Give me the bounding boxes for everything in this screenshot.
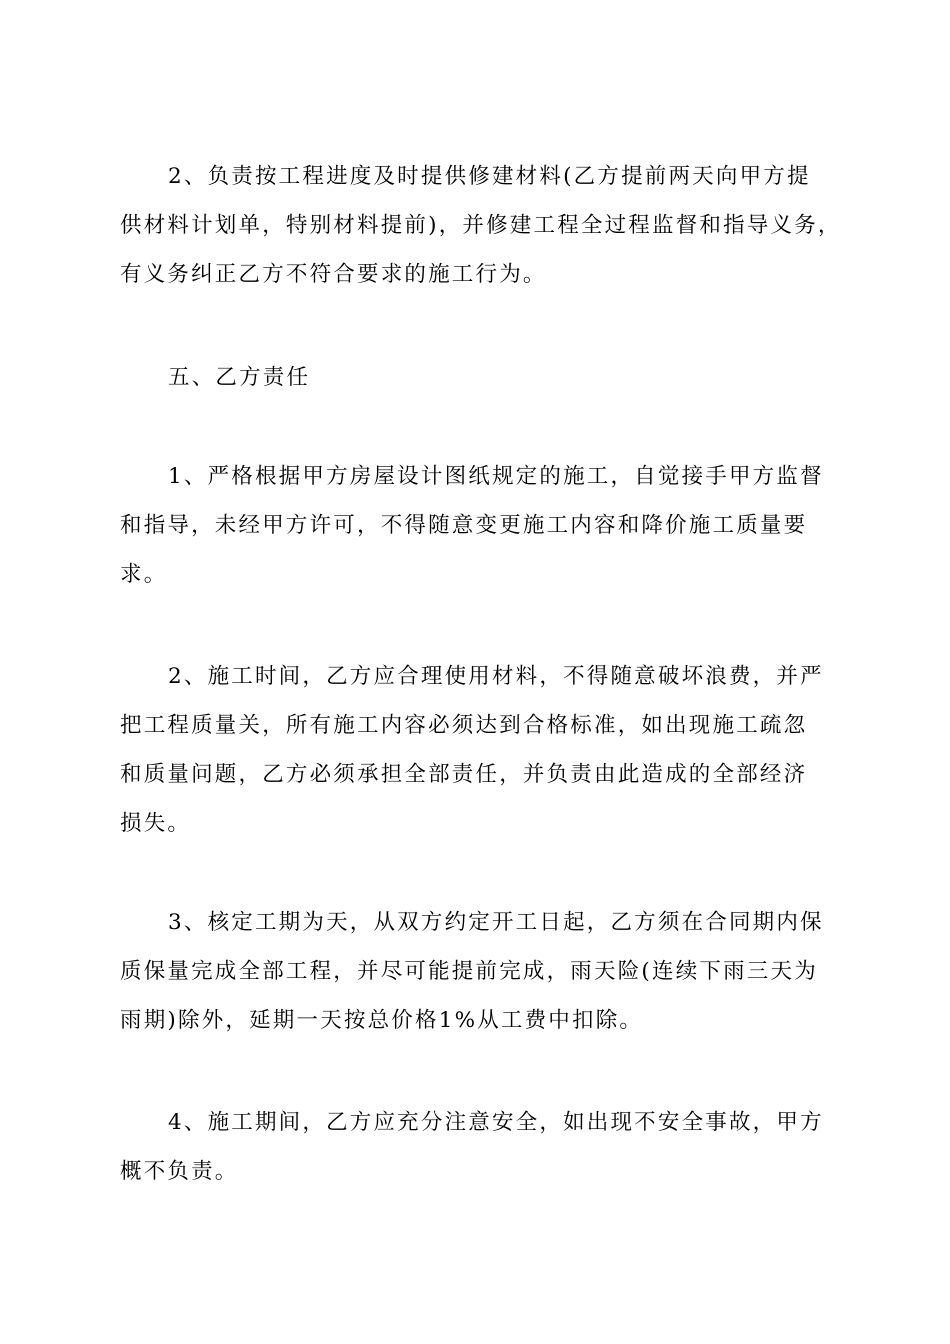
paragraph-contractor-item-2: [120, 652, 835, 848]
paragraph-line: 1、严格根据甲方房屋设计图纸规定的施工，自觉接手甲方监督: [168, 464, 824, 489]
paragraph-line: 把工程质量关，所有施工内容必须达到合格标准，如出现施工疏忽: [120, 713, 808, 738]
paragraph-line: 和指导，未经甲方许可，不得随意变更施工内容和降价施工质量要: [120, 513, 808, 538]
section-heading-contractor-responsibility: 五、乙方责任: [168, 365, 311, 390]
paragraph-line: 供材料计划单，特别材料提前)，并修建工程全过程监督和指导义务，: [120, 213, 842, 238]
paragraph-contractor-item-3: [120, 898, 835, 1045]
paragraph-contractor-item-1: [120, 452, 835, 599]
paragraph-line: 有义务纠正乙方不符合要求的施工行为。: [120, 262, 547, 287]
paragraph-line: 2、施工时间，乙方应合理使用材料，不得随意破坏浪费，并严: [168, 664, 824, 689]
paragraph-line: 质保量完成全部工程，并尽可能提前完成，雨天险(连续下雨三天为: [120, 959, 818, 984]
paragraph-owner-item-2: [120, 152, 842, 299]
paragraph-line: 和质量问题，乙方必须承担全部责任，并负责由此造成的全部经济: [120, 762, 808, 787]
paragraph-contractor-item-4: [120, 1098, 835, 1196]
paragraph-line: 求。: [120, 562, 168, 587]
paragraph-line: 2、负责按工程进度及时提供修建材料(乙方提前两天向甲方提: [168, 164, 811, 189]
paragraph-line: 3、核定工期为天，从双方约定开工日起，乙方须在合同期内保: [168, 910, 824, 935]
paragraph-line: 概不负责。: [120, 1159, 239, 1184]
paragraph-line: 损失。: [120, 811, 192, 836]
paragraph-line: 4、施工期间，乙方应充分注意安全，如出现不安全事故，甲方: [168, 1110, 824, 1135]
paragraph-line: 雨期)除外，延期一天按总价格1%从工费中扣除。: [120, 1008, 644, 1033]
